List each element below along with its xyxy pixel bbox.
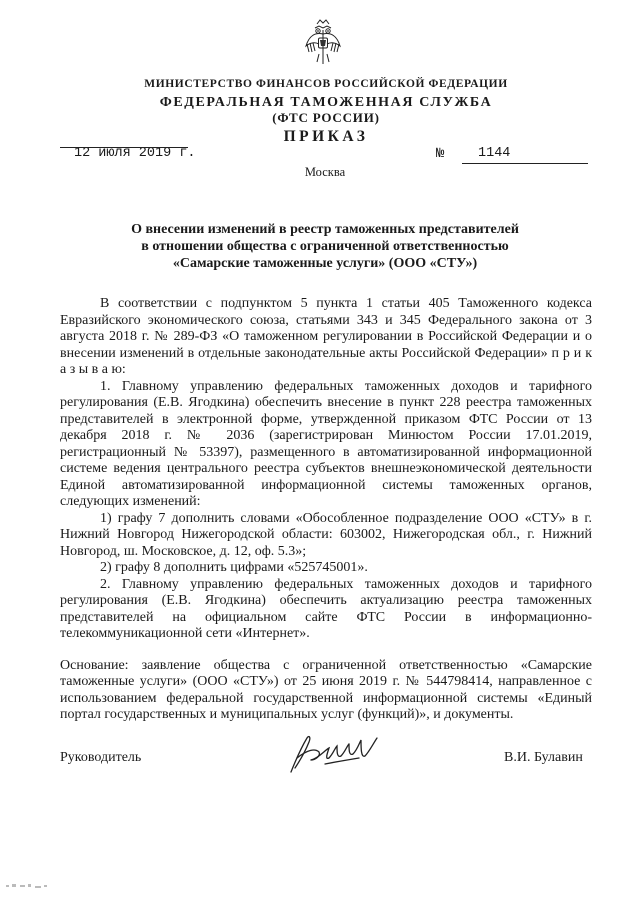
item-1-subitem-2: 2) графу 8 дополнить цифрами «525745001». bbox=[100, 560, 368, 575]
date-underline bbox=[60, 147, 188, 148]
signatory-title: Руководитель bbox=[60, 750, 142, 765]
item-1-subitem-1: 1) графу 7 дополнить словами «Обособленное подразделение ООО «СТУ» в г. Нижний Новгород Нижегородской области: 603002, Нижегородская обл., г. Нижний Новгород, ш. Московское, д. 12, оф. 5.3»; bbox=[60, 510, 592, 559]
ministry-name: МИНИСТЕРСТВО ФИНАНСОВ РОССИЙСКОЙ ФЕДЕРАЦИИ bbox=[144, 78, 508, 90]
document-body bbox=[60, 296, 592, 724]
order-date: 12 июля 2019 г. bbox=[74, 146, 196, 161]
item-1-paragraph: 1. Главному управлению федеральных таможенных доходов и тарифного регулирования (Е.В. Ягодкина) обеспечить внесение в пункт 228 реестра таможенных представителей в электронной форме, утвержденной приказом ФТС России от 13 декабря 2018 г. № 2036 (зарегистрирован Минюстом России 17.01.2019, регистрационный № 53397), размещенного в автоматизированной информационной системе ведения центрального реестра субъектов внешнеэкономической деятельности Единой автоматизированной информационной системы таможенных органов, следующих изменений: bbox=[60, 378, 592, 509]
item-2-paragraph: 2. Главному управлению федеральных таможенных доходов и тарифного регулирования (Е.В. Ягодкина) обеспечить актуализацию реестра таможенных представителей на официальном сайте ФТС России в информационно-телекоммуникационной сети «Интернет». bbox=[60, 576, 592, 641]
document-title bbox=[0, 221, 640, 272]
title-line: О внесении изменений в реестр таможенных представителей bbox=[131, 222, 519, 237]
intro-paragraph: В соответствии с подпунктом 5 пункта 1 статьи 405 Таможенного кодекса Евразийского экономического союза, статьями 343 и 345 Федерального закона от 3 августа 2018 г. № 289-ФЗ «О таможенном регулировании в Российской Федерации и о внесении изменений в отдельные законодательные акты Российской Федерации» п р и к а з ы в а ю: bbox=[60, 296, 592, 377]
document-type: ПРИКАЗ bbox=[283, 128, 369, 145]
coat-of-arms-icon bbox=[303, 18, 343, 68]
title-line: «Самарские таможенные услуги» (ООО «СТУ») bbox=[172, 256, 478, 271]
handwritten-signature bbox=[285, 728, 385, 778]
service-short-name: (ФТС РОССИИ) bbox=[272, 110, 380, 125]
service-name: ФЕДЕРАЛЬНАЯ ТАМОЖЕННАЯ СЛУЖБА bbox=[159, 95, 493, 110]
signatory-name: В.И. Булавин bbox=[504, 750, 583, 765]
issue-city: Москва bbox=[304, 165, 346, 179]
scan-artifact bbox=[6, 882, 66, 890]
number-underline bbox=[462, 163, 588, 164]
number-sign: № bbox=[436, 146, 445, 162]
basis-paragraph: Основание: заявление общества с ограниченной ответственностью «Самарские таможенные услуги» (ООО «СТУ») от 25 июня 2019 г. № 544798414, направленное с использованием федеральной государственной информационной системы «Единый портал государственных и муниципальных услуг (функций)», и документы. bbox=[60, 657, 592, 722]
title-line: в отношении общества с ограниченной ответственностью bbox=[141, 239, 509, 254]
order-number: 1144 bbox=[478, 146, 511, 161]
